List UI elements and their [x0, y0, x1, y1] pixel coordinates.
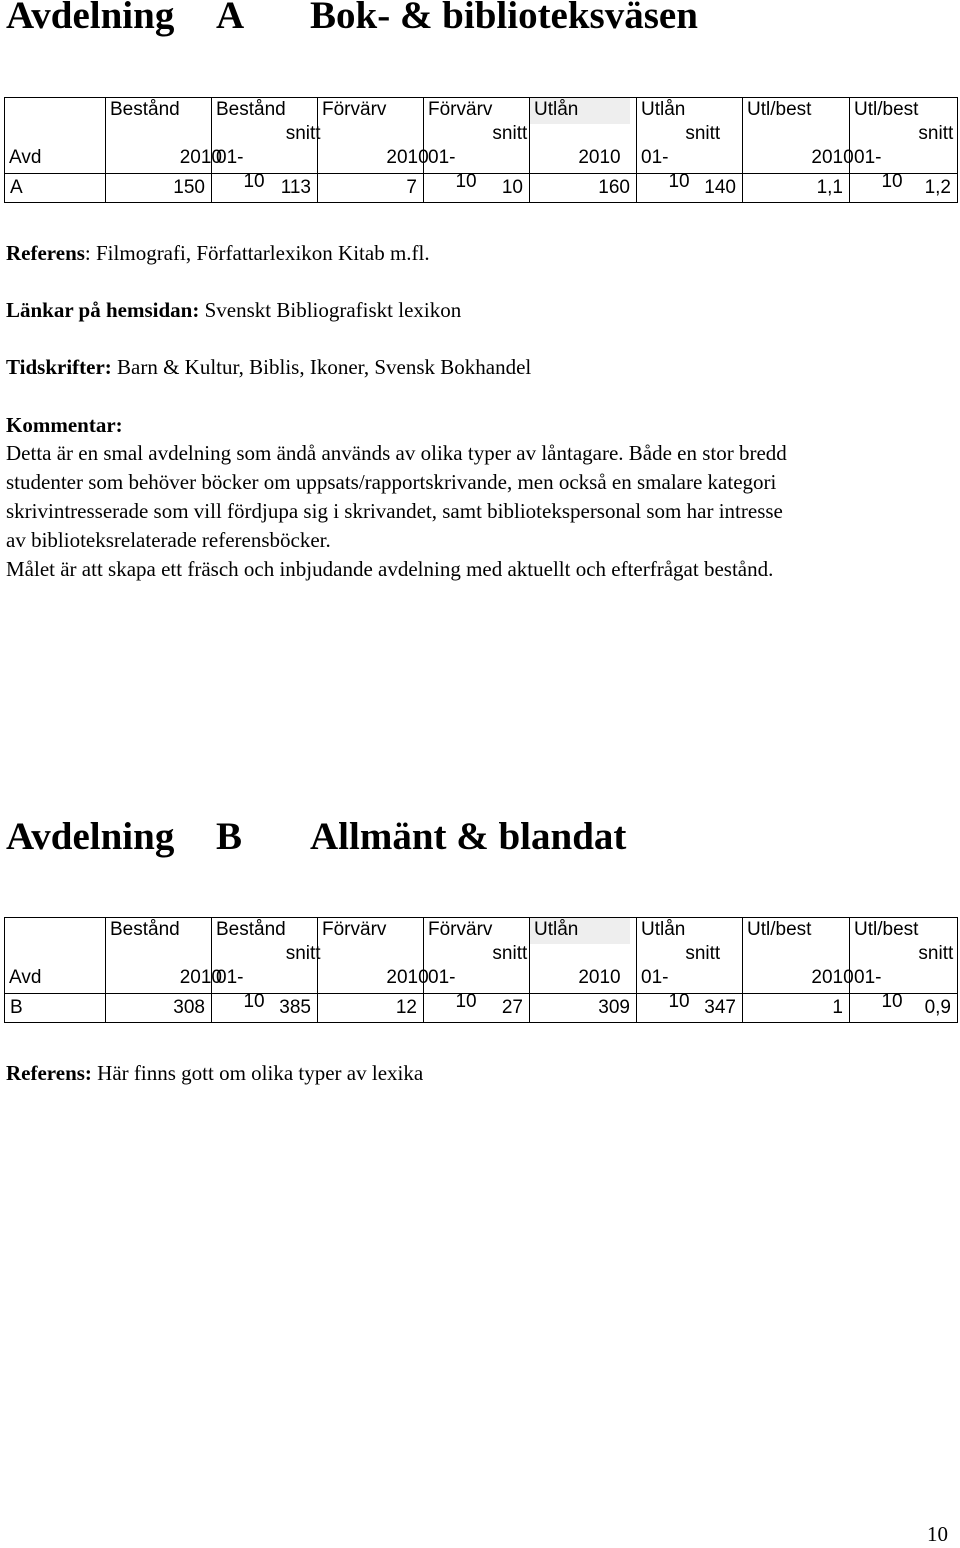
header-forvarv-2010: Förvärv2010: [318, 918, 424, 994]
section-a-referens: [6, 239, 430, 268]
table-cell: 150: [106, 174, 212, 203]
header-utlbest-snitt: Utl/bestsnitt 01-10: [850, 918, 958, 994]
table-cell: 347: [637, 994, 743, 1023]
header-utlan-2010: Utlån2010: [530, 918, 637, 994]
header-bestand-snitt: Beståndsnitt 01-10: [212, 98, 318, 174]
section-b-referens: [6, 1059, 423, 1088]
table-cell: 7: [318, 174, 424, 203]
table-cell: 1,1: [743, 174, 850, 203]
section-a-heading: [6, 0, 698, 38]
comment-line: studenter som behöver böcker om uppsats/rapportskrivande, men också en smalare kategori: [6, 470, 777, 494]
section-a-comment-label: Kommentar:: [6, 413, 123, 437]
table-cell: 1: [743, 994, 850, 1023]
comment-line: Detta är en smal avdelning som ändå används av olika typer av låntagare. Både en stor bredd: [6, 441, 787, 465]
table-header-row: [5, 918, 958, 994]
header-bestand-2010: Bestånd2010: [106, 918, 212, 994]
section-b-stats-table: [4, 917, 958, 1023]
section-a-title: Bok- & biblioteksväsen: [310, 0, 698, 37]
header-bestand-snitt: Beståndsnitt 01-10: [212, 918, 318, 994]
table-cell: 0,9: [850, 994, 958, 1023]
table-cell: 308: [106, 994, 212, 1023]
table-cell: 160: [530, 174, 637, 203]
referens-text: : Filmografi, Författarlexikon Kitab m.fl.: [84, 241, 430, 265]
referens-text: Här finns gott om olika typer av lexika: [91, 1061, 424, 1085]
header-utlan-2010: Utlån2010: [530, 98, 637, 174]
header-forvarv-2010: Förvärv2010: [318, 98, 424, 174]
section-a-comment-body: [6, 439, 951, 584]
referens-label: Referens:: [6, 1061, 92, 1085]
journals-text: Barn & Kultur, Biblis, Ikoner, Svensk Bokhandel: [111, 355, 532, 379]
header-bestand-2010: Bestånd2010: [106, 98, 212, 174]
header-avd: Avd: [5, 98, 106, 174]
links-label: Länkar på hemsidan:: [6, 298, 200, 322]
header-utlbest-2010: Utl/best2010: [743, 98, 850, 174]
table-cell: B: [5, 994, 106, 1023]
table-header-row: [5, 98, 958, 174]
table-cell: 12: [318, 994, 424, 1023]
table-cell: 27: [424, 994, 530, 1023]
page-number: 10: [927, 1522, 948, 1546]
links-text: Svenskt Bibliografiskt lexikon: [199, 298, 462, 322]
header-forvarv-snitt: Förvärvsnitt 01-10: [424, 918, 530, 994]
table-cell: 309: [530, 994, 637, 1023]
journals-label: Tidskrifter:: [6, 355, 112, 379]
section-a-stats-table: [4, 97, 958, 203]
section-b-heading: [6, 815, 626, 859]
section-a-avd-letter: A: [216, 0, 245, 37]
comment-line: av biblioteksrelaterade referensböcker.: [6, 528, 331, 552]
referens-label: Referens: [6, 241, 85, 265]
section-b-title: Allmänt & blandat: [310, 815, 627, 858]
header-utlan-snitt: Utlånsnitt 01-10: [637, 918, 743, 994]
table-cell: 140: [637, 174, 743, 203]
table-cell: 113: [212, 174, 318, 203]
section-a-links: [6, 296, 461, 325]
header-utlbest-2010: Utl/best2010: [743, 918, 850, 994]
table-cell: A: [5, 174, 106, 203]
table-cell: 1,2: [850, 174, 958, 203]
table-row: [5, 994, 958, 1023]
header-avd: Avd: [5, 918, 106, 994]
comment-line: Målet är att skapa ett fräsch och inbjudande avdelning med aktuellt och efterfrågat bestånd.: [6, 557, 774, 581]
section-b-avd-label: Avdelning: [6, 815, 175, 858]
header-utlan-snitt: Utlånsnitt 01-10: [637, 98, 743, 174]
section-a-avd-label: Avdelning: [6, 0, 175, 37]
table-cell: 385: [212, 994, 318, 1023]
section-b-avd-letter: B: [216, 815, 243, 858]
table-row: [5, 174, 958, 203]
comment-line: skrivintresserade som vill fördjupa sig i skrivandet, samt bibliotekspersonal som har intresse: [6, 499, 783, 523]
header-utlbest-snitt: Utl/bestsnitt 01-10: [850, 98, 958, 174]
header-forvarv-snitt: Förvärvsnitt 01-10: [424, 98, 530, 174]
section-a-journals: [6, 353, 531, 382]
table-cell: 10: [424, 174, 530, 203]
